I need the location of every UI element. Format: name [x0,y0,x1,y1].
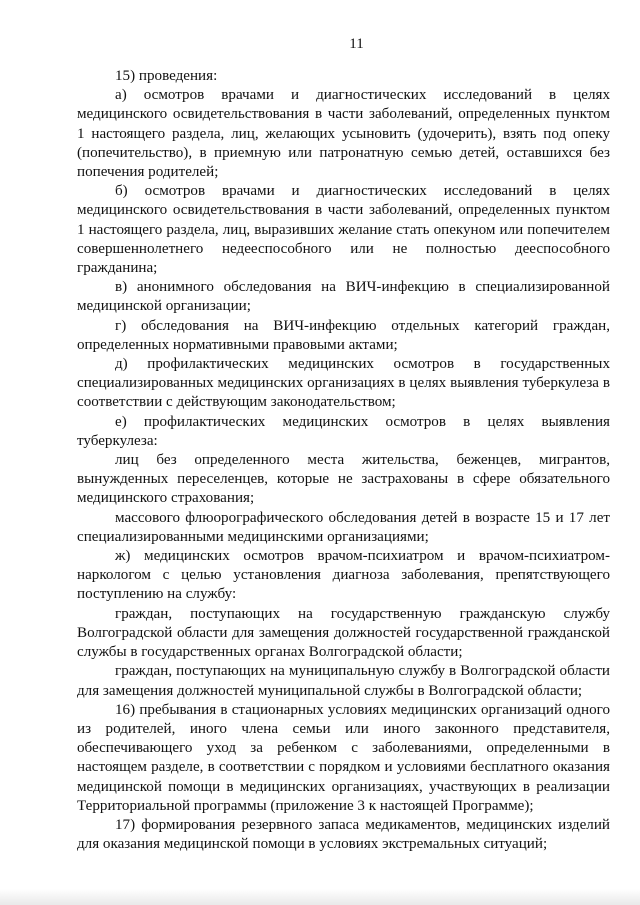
paragraph-15d: д) профилактических медицинских осмотров в государственных специализированных медицинских организациях в целях выявления туберкулеза в соответствии с действующим законодательством; [77,356,610,411]
paragraph-15g: г) обследования на ВИЧ-инфекцию отдельных категорий граждан, определенных нормативными правовыми актами; [77,317,610,353]
paragraph-15e-homeless: лиц без определенного места жительства, беженцев, мигрантов, вынужденных переселенцев, которые не застрахованы в сфере обязательного медицинского страхования; [77,452,610,507]
page-number: 11 [349,36,364,52]
paragraph-15zh-municipal-service: граждан, поступающих на муниципальную службу в Волгоградской области для замещения должностей муниципальной службы в Волгоградской области; [77,663,610,699]
paragraph-15v: в) анонимного обследования на ВИЧ-инфекцию в специализированной медицинской организации; [77,279,610,315]
paragraph-15-heading: 15) проведения: [115,68,218,84]
paragraph-15e: е) профилактических медицинских осмотров в целях выявления туберкулеза: [77,413,610,449]
paragraph-16: 16) пребывания в стационарных условиях медицинских организаций одного из родителей, иного члена семьи или иного законного представителя, обеспечивающего уход за ребенком с заболеваниями, определенными в настоящем разделе, в соответствии с порядком и условиями бесплатного оказания медицинской помощи в медицинских организациях, участвующих в реализации Территориальной программы (приложение 3 к настоящей Программе); [77,701,610,814]
paragraph-15b: б) осмотров врачами и диагностических исследований в целях медицинского освидетельствования в части заболеваний, определенных пунктом 1 настоящего раздела, лиц, выразивших желание стать опекуном или попечителем совершеннолетнего недееспособного или не полностью дееспособного гражданина; [77,183,610,277]
page-bottom-edge [0,889,640,905]
paragraph-15e-fluorography: массового флюорографического обследования детей в возрасте 15 и 17 лет специализированными медицинскими организациями; [77,509,610,545]
paragraph-15a: а) осмотров врачами и диагностических исследований в целях медицинского освидетельствования в части заболеваний, определенных пунктом 1 настоящего раздела, лиц, желающих усыновить (удочерить), взять под опеку (попечительство), в приемную или патронатную семью детей, оставшихся без попечения родителей; [77,87,610,181]
paragraph-15zh-state-service: граждан, поступающих на государственную гражданскую службу Волгоградской области для замещения должностей государственной гражданской службы в государственных органах Волгоградской области; [77,605,610,661]
paragraph-17: 17) формирования резервного запаса медикаментов, медицинских изделий для оказания медицинской помощи в условиях экстремальных ситуаций; [77,816,610,853]
paragraph-15zh: ж) медицинских осмотров врачом-психиатром и врачом-психиатром-наркологом с целью установления диагноза заболевания, препятствующего поступлению на службу: [77,548,610,603]
